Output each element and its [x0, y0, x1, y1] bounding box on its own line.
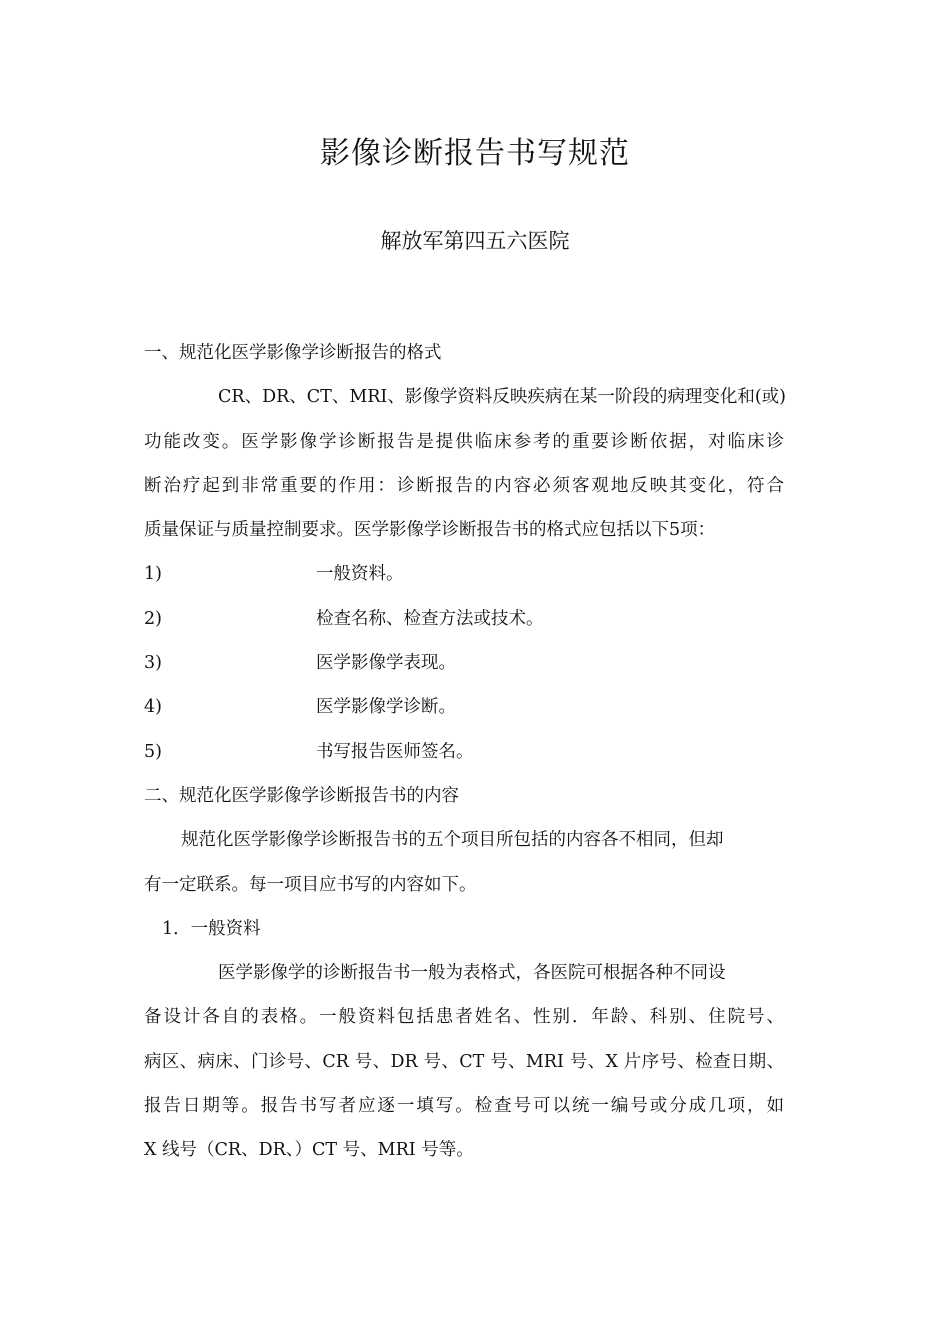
- section-2-heading: 二、规范化医学影像学诊断报告书的内容: [144, 785, 459, 806]
- list-text: 医学影像学诊断。: [316, 697, 456, 718]
- list-text: 检查名称、检查方法或技术。: [316, 608, 544, 629]
- paragraph-line: 规范化医学影像学诊断报告书的五个项目所包括的内容各不相同，但却: [181, 830, 724, 851]
- list-item: [144, 641, 784, 685]
- paragraph-line: 备设计各自的表格。一般资料包括患者姓名、性别．年龄、科别、住院号、: [144, 1007, 784, 1028]
- subsection-heading: 1．一般资料: [162, 918, 261, 939]
- list-item: [144, 685, 784, 729]
- list-text: 一般资料。: [316, 564, 404, 585]
- list-item: [144, 552, 784, 596]
- document-body: [144, 331, 784, 1173]
- list-item: [144, 730, 784, 774]
- paragraph-line: 报告日期等。报告书写者应逐一填写。检查号可以统一编号或分成几项，如: [144, 1096, 784, 1117]
- section-1-heading: 一、规范化医学影像学诊断报告的格式: [144, 343, 442, 363]
- paragraph-line: 功能改变。医学影像学诊断报告是提供临床参考的重要诊断依据，对临床诊: [144, 431, 784, 452]
- list-number: 3): [144, 653, 162, 674]
- list-text: 医学影像学表现。: [316, 653, 456, 674]
- paragraph-line: 断治疗起到非常重要的作用：诊断报告的内容必须客观地反映其变化，符合: [144, 475, 784, 496]
- list-text: 书写报告医师签名。: [316, 741, 474, 762]
- paragraph-line: 质量保证与质量控制要求。医学影像学诊断报告书的格式应包括以下5项：: [144, 520, 716, 541]
- paragraph-line: X 线号（CR、DR、）CT 号、MRI 号等。: [144, 1140, 474, 1161]
- list-number: 5): [144, 741, 162, 762]
- paragraph-line: 医学影像学的诊断报告书一般为表格式，各医院可根据各种不同设: [218, 963, 726, 984]
- document-subtitle: 解放军第四五六医院: [380, 229, 570, 253]
- list-item: [144, 597, 784, 641]
- paragraph-line: CR、DR、CT、MRI、影像学资料反映疾病在某一阶段的病理变化和(或): [218, 387, 786, 408]
- list-number: 2): [144, 608, 162, 629]
- document-title: 影像诊断报告书写规范: [320, 136, 630, 171]
- paragraph-line: 有一定联系。每一项目应书写的内容如下。: [144, 874, 477, 895]
- list-number: 4): [144, 697, 162, 718]
- paragraph-line: 病区、病床、门诊号、CR 号、DR 号、CT 号、MRI 号、X 片序号、检查日期、: [144, 1051, 784, 1072]
- list-number: 1): [144, 564, 162, 585]
